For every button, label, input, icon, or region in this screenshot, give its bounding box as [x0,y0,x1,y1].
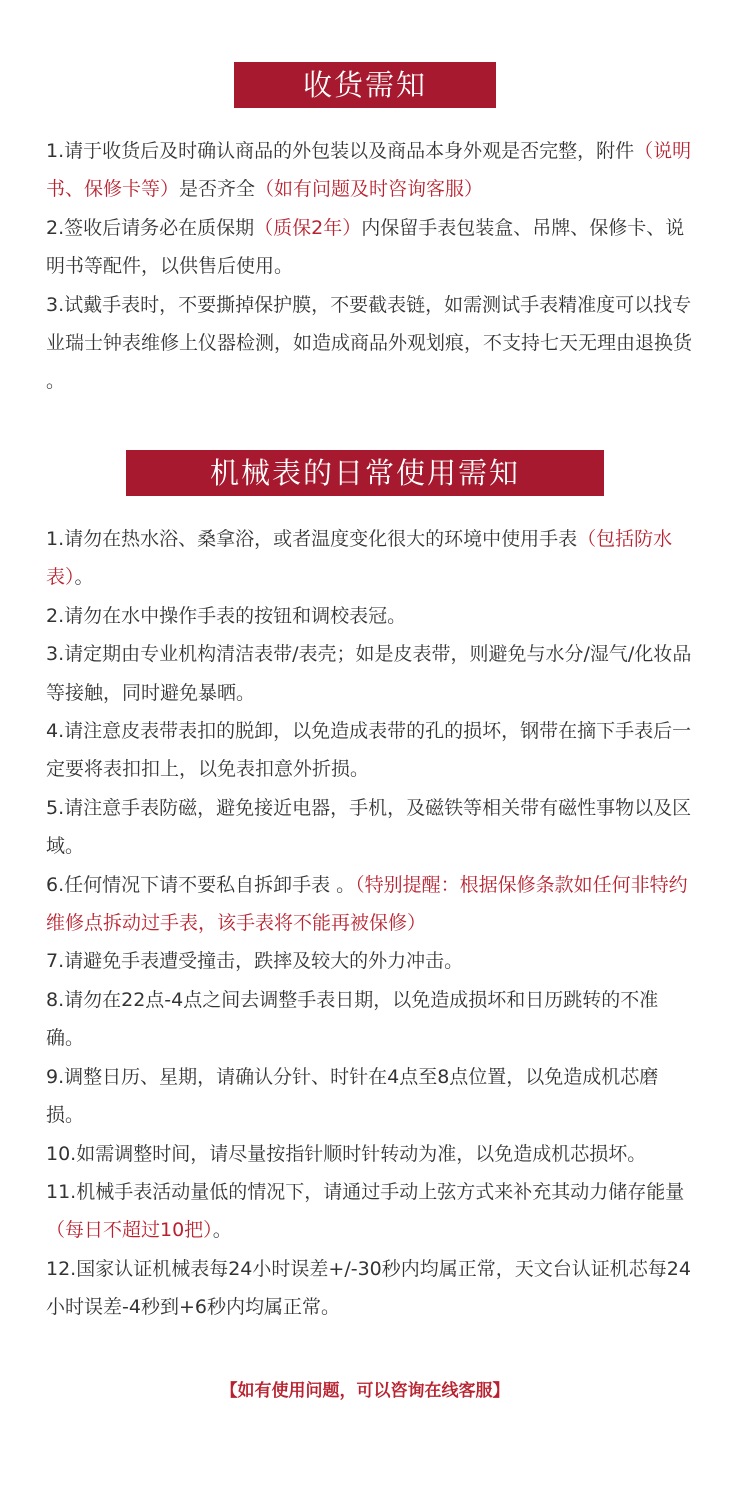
receiving-notice-list [46,132,696,401]
notice-text: 。 [212,1219,232,1242]
notice-item [46,866,696,943]
highlight-text: （每日不超过10把） [46,1219,213,1242]
notice-text: 2.请勿在水中操作手表的按钮和调校表冠。 [46,604,407,627]
notice-text: 3.试戴手表时，不要撕掉保护膜，不要截表链，如需测试手表精准度可以找专业瑞士钟表维修上仪器检测，如造成商品外观划痕，不支持七天无理由退换货 。 [46,293,693,393]
highlight-text: （说明书、保修卡等） [46,140,692,201]
notice-text: 7.请避免手表遭受撞击，跌摔及较大的外力冲击。 [46,950,464,973]
notice-text: 4.请注意皮表带表扣的脱卸，以免造成表带的孔的损坏，钢带在摘下手表后一定要将表扣扣上，以免表扣意外折损。 [46,720,692,781]
highlight-text: （质保2年） [254,216,362,239]
notice-item [46,712,696,789]
notice-item [46,520,696,597]
notice-text: 是否齐全 [179,178,256,201]
section-title-receiving-notice: 收货需知 [234,62,496,108]
notice-item [46,635,696,712]
notice-text: 9.调整日历、星期，请确认分针、时针在4点至8点位置，以免造成机芯磨损。 [46,1065,659,1127]
notice-text: 3.请定期由专业机构清洁表带/表壳；如是皮表带，则避免与水分/湿气/化妆品等接触，同时避免暴晒。 [46,643,692,704]
notice-item [46,132,696,209]
notice-text: 内保留手表包装盒、吊牌、保修卡、说明书等配件，以供售后使用。 [46,216,685,278]
notice-text: 12.国家认证机械表每24小时误差+/-30秒内均属正常，天文台认证机芯每24小时误差-4秒到+6秒内均属正常。 [46,1257,691,1319]
notice-text: 。 [74,566,94,589]
notice-text: 5.请注意手表防磁，避免接近电器，手机，及磁铁等相关带有磁性事物以及区域。 [46,796,692,858]
notice-text: 1.请于收货后及时确认商品的外包装以及商品本身外观是否完整，附件 [46,140,635,162]
notice-text: 8.请勿在22点-4点之间去调整手表日期，以免造成损坏和日历跳转的不准确。 [46,988,659,1050]
mechanical-watch-usage-list [46,520,696,1327]
notice-text: 1.请勿在热水浴、桑拿浴，或者温度变化很大的环境中使用手表 [46,528,578,550]
notice-item [46,789,696,866]
notice-item [46,209,696,286]
notice-item [46,942,696,980]
highlight-text: （特别提醒：根据保修条款如任何非特约维修点拆动过手表，该手表将不能再被保修） [46,873,688,935]
notice-item [46,981,696,1058]
notice-text: 11.机械手表活动量低的情况下，请通过手动上弦方式来补充其动力储存能量 [46,1180,685,1203]
notice-text: 6.任何情况下请不要私自拆卸手表 。 [46,873,356,896]
notice-item [46,597,696,635]
notice-item [46,1058,696,1135]
notice-text: 10.如需调整时间，请尽量按指针顺时针转动为准，以免造成机芯损坏。 [46,1142,647,1165]
notice-item [46,1250,696,1327]
section-title-mechanical-watch-usage: 机械表的日常使用需知 [126,450,604,496]
notice-item [46,1135,696,1173]
notice-item [46,1173,696,1250]
notice-item [46,286,696,401]
customer-service-footer: 【如有使用问题，可以咨询在线客服】 [220,1381,510,1401]
highlight-text: （包括防水表） [46,528,673,589]
notice-text: 2.签收后请务必在质保期 [46,216,255,239]
highlight-text: （如有问题及时咨询客服） [255,178,484,201]
